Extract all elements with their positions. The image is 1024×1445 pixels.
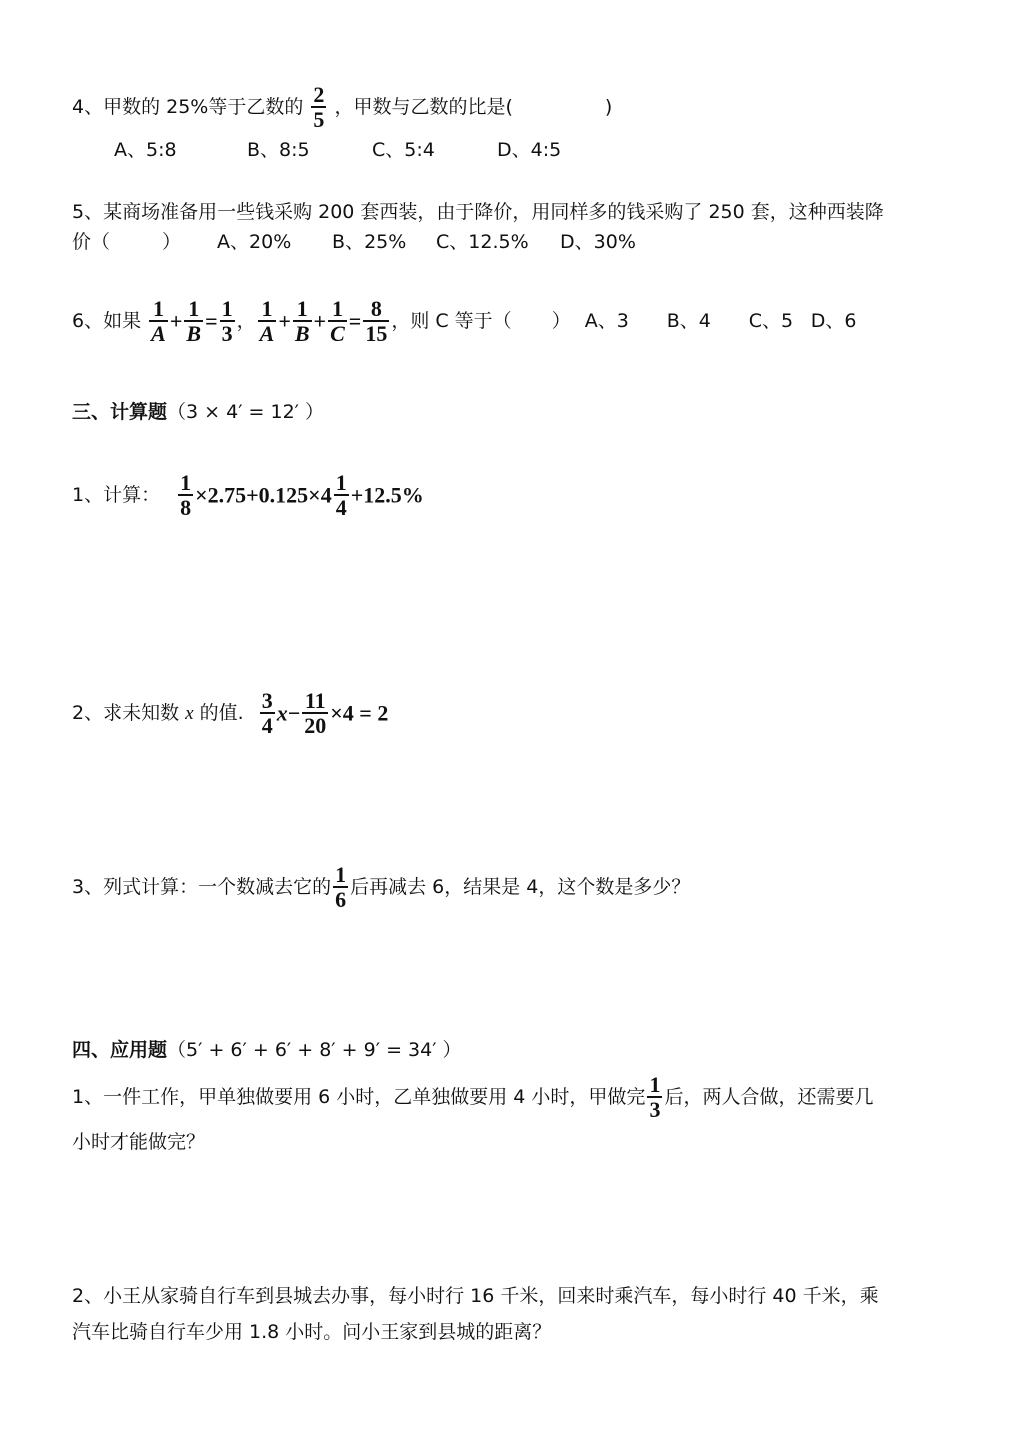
- q5-option-a: A、20%: [217, 231, 292, 253]
- calc1-frac1: [178, 472, 193, 519]
- q4-text-c: ): [604, 96, 613, 118]
- app1-frac: [647, 1074, 662, 1121]
- q6-eq1-frac2: [184, 298, 203, 345]
- calc2-var: x: [185, 703, 194, 724]
- frac-den: 3: [221, 321, 233, 346]
- calc1-tail: +12.5%: [350, 482, 424, 508]
- section-4-heading: [72, 1036, 462, 1064]
- question-5-line-2: [72, 228, 636, 256]
- q4-text-a: 4、甲数的 25%等于乙数的: [72, 96, 304, 118]
- section-4-score: （5′ + 6′ + 6′ + 8′ + 9′ = 34′ ）: [167, 1039, 462, 1061]
- q4-frac-num: 2: [313, 82, 325, 107]
- q4-option-d: D、4:5: [497, 139, 562, 161]
- frac-den: 20: [304, 713, 327, 738]
- plus-sign: +: [169, 308, 183, 334]
- frac-den: 8: [180, 495, 192, 520]
- q4-option-a: A、5:8: [114, 139, 177, 161]
- app1-line2: 小时才能做完？: [72, 1131, 206, 1153]
- q4-option-c: C、5:4: [372, 139, 435, 161]
- app-1-line-2: [72, 1128, 205, 1156]
- frac-num: 1: [188, 296, 200, 321]
- frac-den: 6: [335, 887, 347, 912]
- q6-eq2-frac1: [258, 298, 277, 345]
- frac-den: A: [151, 321, 166, 346]
- q4-text-b: ，甲数与乙数的比是(: [334, 96, 513, 118]
- frac-num: 11: [304, 688, 326, 713]
- q6-eq1-frac1: [149, 298, 168, 345]
- question-4: [72, 84, 612, 131]
- app2-line1: 2、小王从家骑自行车到县城去办事，每小时行 16 千米，回来时乘汽车，每小时行 40 千米，乘: [72, 1285, 879, 1307]
- q4-fraction: [311, 84, 326, 131]
- calc3-frac: [333, 864, 348, 911]
- calc2-label-a: 2、求未知数: [72, 702, 180, 724]
- frac-num: 8: [370, 296, 382, 321]
- section-3-heading: [72, 398, 324, 426]
- frac-den: 4: [261, 713, 273, 738]
- calc3-text-a: 3、列式计算：一个数减去它的: [72, 876, 332, 898]
- q4-frac-den: 5: [313, 107, 325, 132]
- calc1-label: 1、计算：: [72, 484, 161, 506]
- frac-den: B: [294, 321, 310, 346]
- calc2-frac1: [260, 690, 275, 737]
- equals-sign: =: [205, 308, 218, 334]
- calc-2: [72, 690, 388, 737]
- calc1-mid: ×2.75+0.125×4: [195, 482, 332, 508]
- calc3-text-b: 后再减去 6，结果是 4，这个数是多少？: [350, 876, 691, 898]
- equals-sign: =: [348, 308, 362, 334]
- app1-text-a: 1、一件工作，甲单独做要用 6 小时，乙单独做要用 4 小时，甲做完: [72, 1086, 646, 1108]
- calc2-x: x: [276, 700, 288, 726]
- frac-num: 1: [152, 296, 164, 321]
- frac-num: 1: [335, 470, 347, 495]
- q6-option-a: A、3: [584, 310, 629, 332]
- section-3-score: （3 × 4′ = 12′ ）: [167, 401, 325, 423]
- q6-option-c: C、5: [748, 310, 794, 332]
- frac-num: 1: [261, 296, 273, 321]
- app-2-line-2: [72, 1318, 551, 1346]
- q4-options: [114, 136, 561, 164]
- frac-num: 1: [296, 296, 308, 321]
- calc2-label-b: 的值.: [199, 702, 244, 724]
- q5-option-c: C、12.5%: [436, 231, 529, 253]
- section-3-title: 三、计算题: [72, 401, 168, 423]
- q6-suffix-b: ）: [551, 310, 571, 332]
- q6-option-d: D、6: [810, 310, 857, 332]
- question-6: [72, 298, 856, 345]
- app1-text-b: 后，两人合做，还需要几: [664, 1086, 874, 1108]
- q6-eq2-frac3: [328, 298, 347, 345]
- frac-den: 4: [335, 495, 347, 520]
- frac-num: 1: [180, 470, 192, 495]
- frac-num: 1: [335, 862, 347, 887]
- section-4-title: 四、应用题: [72, 1039, 168, 1061]
- calc2-tail: ×4 = 2: [330, 700, 389, 726]
- frac-num: 1: [221, 296, 233, 321]
- q5-option-d: D、30%: [560, 231, 636, 253]
- q6-eq1-frac3: [220, 298, 235, 345]
- question-5-line-1: [72, 198, 884, 226]
- calc1-frac2: [334, 472, 349, 519]
- minus-sign: −: [287, 700, 301, 726]
- frac-num: 3: [261, 688, 273, 713]
- q6-eq2-frac4: [363, 298, 389, 345]
- frac-den: 15: [365, 321, 388, 346]
- q6-prefix: 6、如果: [72, 310, 142, 332]
- calc-3: [72, 864, 690, 911]
- plus-sign: +: [313, 308, 327, 334]
- frac-den: 3: [649, 1097, 661, 1122]
- q5-line2-a: 价（: [72, 231, 111, 253]
- frac-den: A: [259, 321, 275, 346]
- q5-line1: 5、某商场准备用一些钱采购 200 套西装，由于降价，用同样多的钱采购了 250 套，这种西装降: [72, 201, 884, 223]
- q4-option-b: B、8:5: [247, 139, 310, 161]
- calc2-frac2: [302, 690, 328, 737]
- q5-option-b: B、25%: [332, 231, 407, 253]
- frac-den: C: [330, 321, 345, 346]
- q6-suffix-a: ，则 C 等于（: [391, 310, 512, 332]
- frac-den: B: [186, 321, 202, 346]
- frac-num: 1: [649, 1072, 661, 1097]
- q5-line2-b: ）: [162, 231, 182, 253]
- app-1-line-1: [72, 1074, 873, 1121]
- frac-num: 1: [331, 296, 343, 321]
- app-2-line-1: [72, 1282, 879, 1310]
- app2-line2: 汽车比骑自行车少用 1.8 小时。问小王家到县城的距离？: [72, 1321, 552, 1343]
- plus-sign: +: [278, 308, 291, 334]
- q6-comma: ，: [236, 310, 256, 332]
- q6-eq2-frac2: [293, 298, 312, 345]
- q6-option-b: B、4: [666, 310, 711, 332]
- calc-1: [72, 472, 424, 519]
